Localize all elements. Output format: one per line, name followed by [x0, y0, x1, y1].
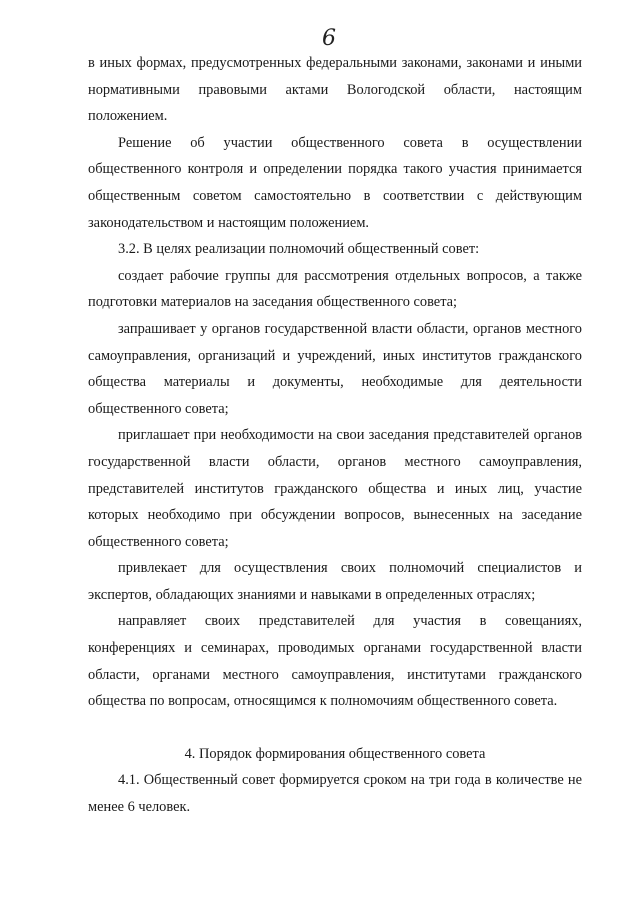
page-number: 6 — [322, 26, 336, 51]
paragraph: Решение об участии общественного совета в осуществлении общественного контроля и определении порядка такого участия принимается общественным советом самостоятельно в соответствии с действующим законодательством и настоящим положением. — [88, 134, 582, 231]
paragraph: привлекает для осуществления своих полномочий специалистов и экспертов, обладающих знаниями и навыками в определенных отраслях; — [88, 560, 582, 603]
document-body — [88, 50, 582, 821]
paragraph: запрашивает у органов государственной власти области, органов местного самоуправления, организаций и учреждений, иных институтов гражданского общества материалы и документы, необходимые для деятельности общественного совета; — [88, 320, 582, 417]
section-heading: 4. Порядок формирования общественного совета — [184, 745, 486, 762]
paragraph: приглашает при необходимости на свои заседания представителей органов государственной власти области, органов местного самоуправления, представителей институтов гражданского общества и иных лиц, участие которых необходимо при обсуждении вопросов, вынесенных на заседание общественного совета; — [88, 427, 582, 550]
paragraph: 4.1. Общественный совет формируется сроком на три года в количестве не менее 6 человек. — [88, 772, 582, 816]
paragraph: в иных формах, предусмотренных федеральными законами, законами и иными нормативными правовыми актами Вологодской области, настоящим положением. — [88, 55, 582, 125]
paragraph: 3.2. В целях реализации полномочий общественный совет: — [118, 241, 480, 258]
paragraph: направляет своих представителей для участия в совещаниях, конференциях и семинарах, проводимых органами государственной власти области, органами местного самоуправления, институтами гражданского общества по вопросам, относящимся к полномочиям общественного совета. — [88, 613, 582, 710]
paragraph: создает рабочие группы для рассмотрения отдельных вопросов, а также подготовки материалов на заседания общественного совета; — [88, 267, 582, 311]
